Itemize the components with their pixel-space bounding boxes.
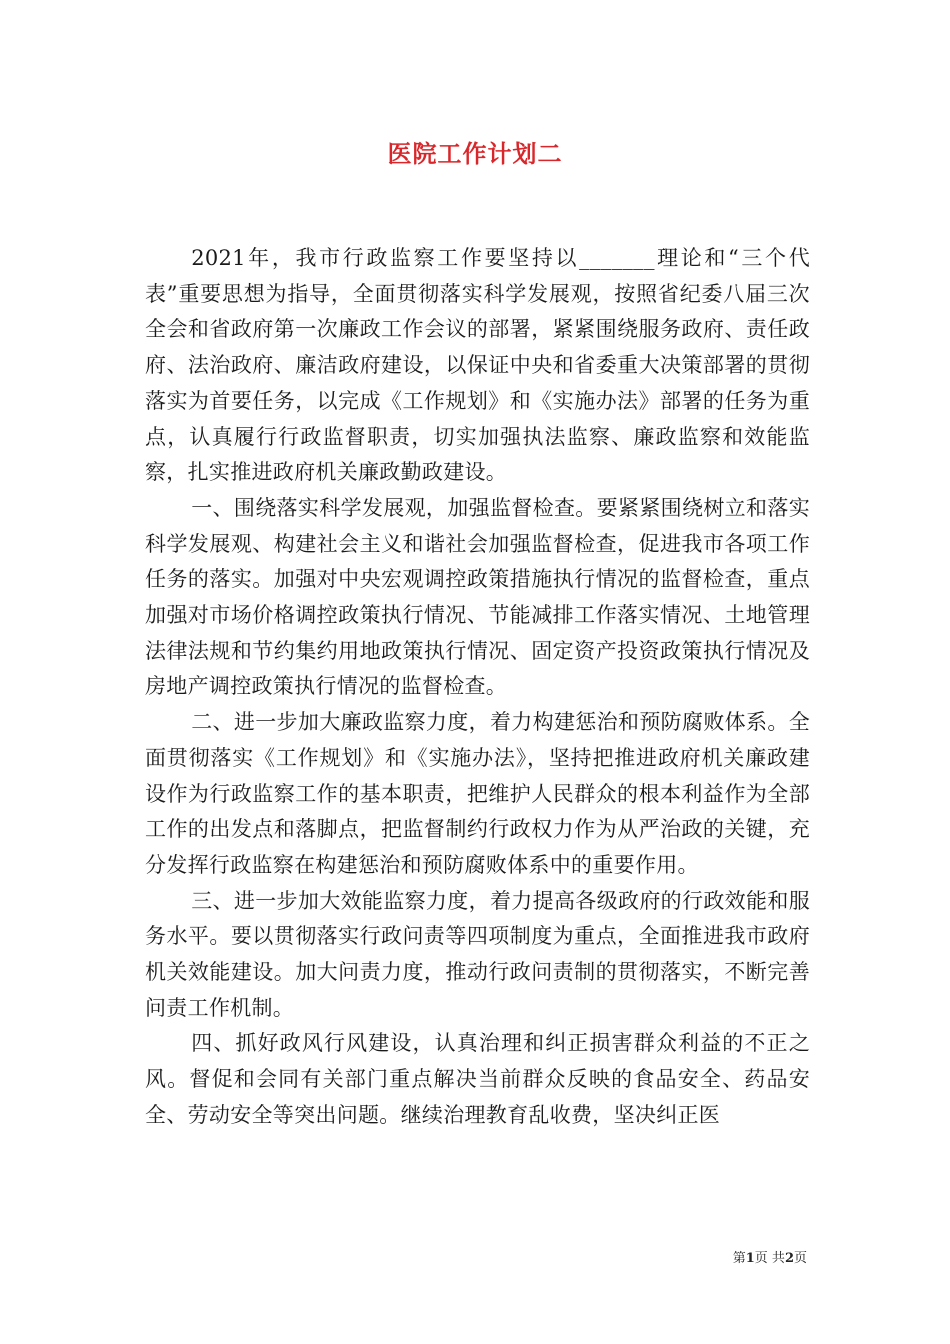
paragraph-section-3: 三、进一步加大效能监察力度，着力提高各级政府的行政效能和服务水平。要以贯彻落实行政问责等四项制度为重点，全面推进我市政府机关效能建设。加大问责力度，推动行政问责制的贯彻落实，不断完善问责工作机制。 <box>145 888 810 1020</box>
footer-middle: 页 共 <box>754 1251 785 1266</box>
footer-prefix: 第 <box>732 1251 746 1266</box>
paragraph-section-2: 二、进一步加大廉政监察力度，着力构建惩治和预防腐败体系。全面贯彻落实《工作规划》和《实施办法》，坚持把推进政府机关廉政建设作为行政监察工作的基本职责，把维护人民群众的根本利益作为全部工作的出发点和落脚点，把监督制约行政权力作为从严治政的关键，充分发挥行政监察在构建惩治和预防腐败体系中的重要作用。 <box>145 710 810 877</box>
document-body <box>145 241 810 1134</box>
footer-current-page: 1 <box>745 1251 755 1266</box>
paragraph-section-1: 一、围绕落实科学发展观，加强监督检查。要紧紧围绕树立和落实科学发展观、构建社会主义和谐社会加强监督检查，促进我市各项工作任务的落实。加强对中央宏观调控政策措施执行情况的监督检查，重点加强对市场价格调控政策执行情况、节能减排工作落实情况、土地管理法律法规和节约集约用地政策执行情况、固定资产投资政策执行情况及房地产调控政策执行情况的监督检查。 <box>145 495 810 699</box>
footer-total-pages: 2 <box>784 1251 794 1266</box>
page-title: 医院工作计划二 <box>387 139 563 168</box>
footer-suffix: 页 <box>793 1251 807 1266</box>
paragraph-section-4: 四、抓好政风行风建设，认真治理和纠正损害群众利益的不正之风。督促和会同有关部门重点解决当前群众反映的食品安全、药品安全、劳动安全等突出问题。继续治理教育乱收费，坚决纠正医 <box>145 1031 810 1127</box>
paragraph-intro: 2021年，我市行政监察工作要坚持以_______理论和“三个代表”重要思想为指导，全面贯彻落实科学发展观，按照省纪委八届三次全会和省政府第一次廉政工作会议的部署，紧紧围绕服务政府、责任政府、法治政府、廉洁政府建设，以保证中央和省委重大决策部署的贯彻落实为首要任务，以完成《工作规划》和《实施办法》部署的任务为重点，认真履行行政监督职责，切实加强执法监察、廉政监察和效能监察，扎实推进政府机关廉政勤政建设。 <box>145 246 810 485</box>
page-footer <box>733 1247 807 1266</box>
